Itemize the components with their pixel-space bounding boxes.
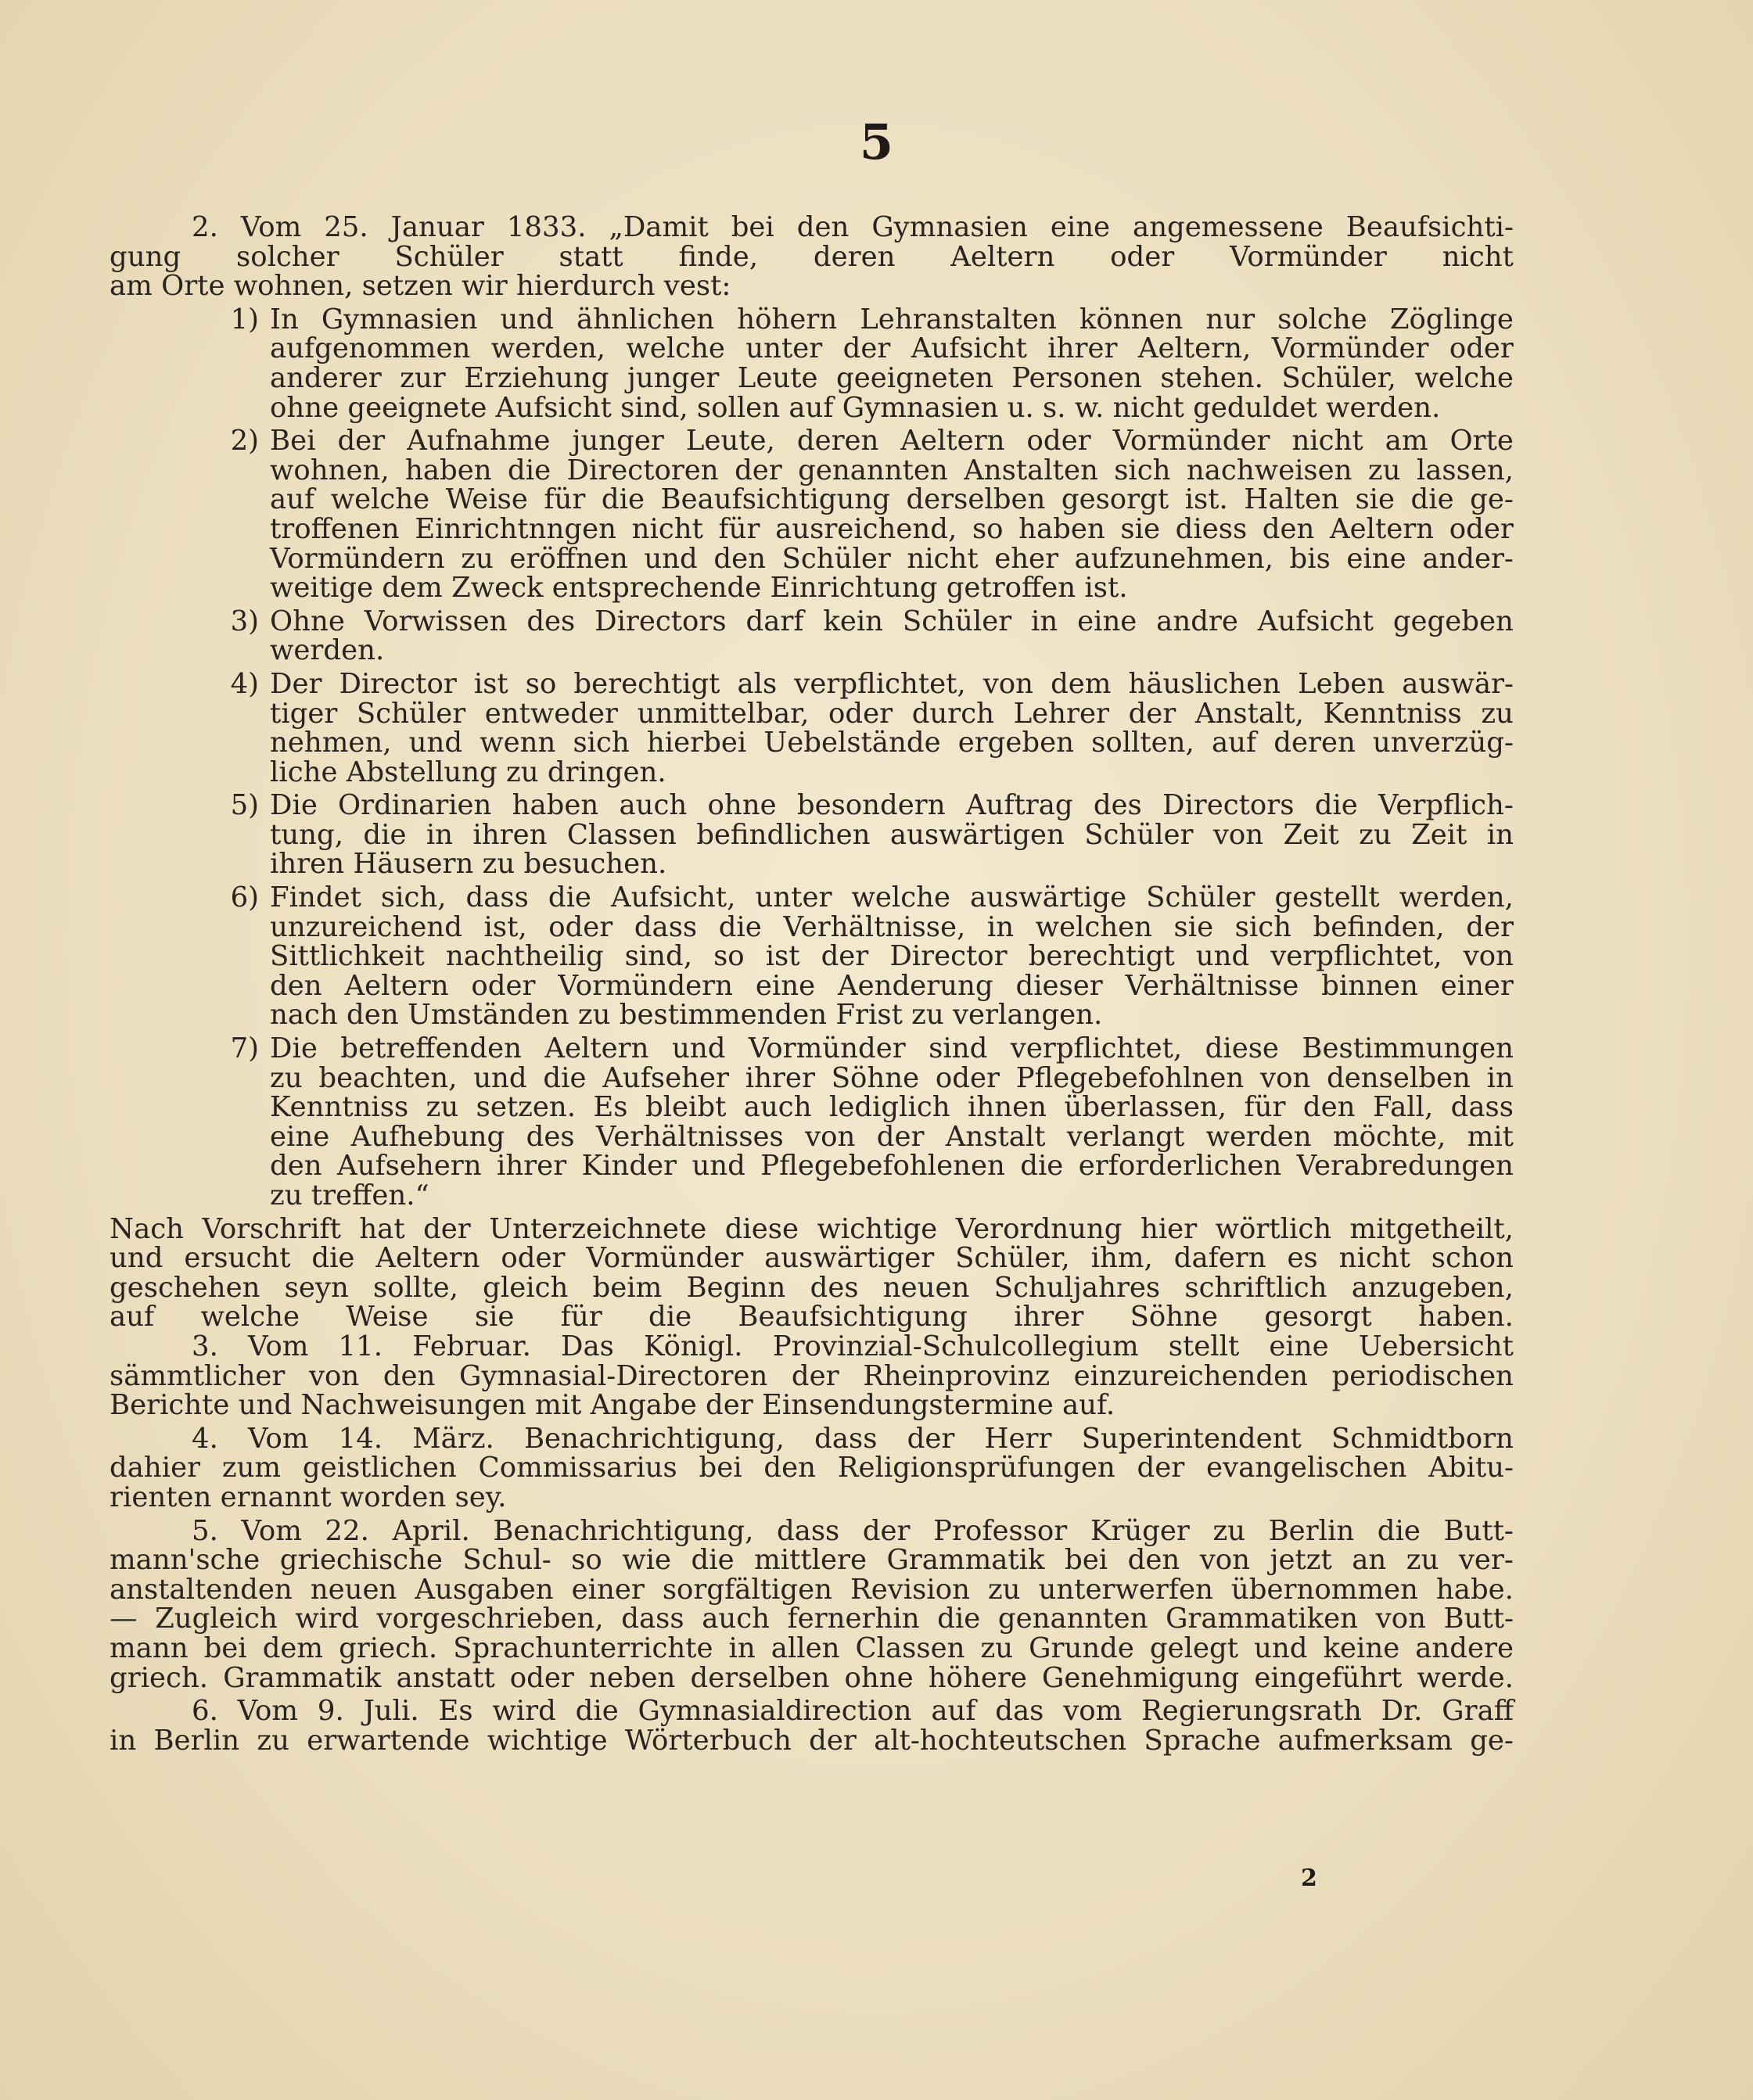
text-line: mann bei dem griech. Sprachunterrichte in allen Classen zu Grunde gelegt und keine andere	[110, 1632, 1514, 1664]
ordinance-item	[110, 426, 1514, 603]
text-line: Die betreffenden Aeltern und Vormünder sind verpflichtet, diese Bestimmungen	[270, 1032, 1514, 1065]
item-text	[270, 426, 1514, 603]
section-3-paragraph	[110, 1332, 1514, 1420]
text-line: in Berlin zu erwartende wichtige Wörterbuch der alt-hochteutschen Sprache aufmerksam ge-	[110, 1724, 1514, 1757]
text-line: Nach Vorschrift hat der Unterzeichnete diese wichtige Verordnung hier wörtlich mitgetheilt,	[110, 1212, 1514, 1245]
text-line: geschehen seyn sollte, gleich beim Beginn des neuen Schuljahres schriftlich anzugeben,	[110, 1271, 1514, 1304]
text-line: Sittlichkeit nachtheilig sind, so ist der Director berechtigt und verpflichtet, von	[270, 940, 1514, 973]
section-4-paragraph	[110, 1424, 1514, 1513]
ordinance-item	[110, 791, 1514, 879]
text-line: rienten ernannt worden sey.	[110, 1481, 507, 1513]
text-line: mann'sche griechische Schul- so wie die mittlere Grammatik bei den von jetzt an zu ver-	[110, 1544, 1514, 1577]
text-line: wohnen, haben die Directoren der genannten Anstalten sich nachweisen zu lassen,	[270, 454, 1514, 486]
text-line: den Aeltern oder Vormündern eine Aenderung dieser Verhältnisse binnen einer	[270, 969, 1514, 1002]
item-text	[270, 305, 1514, 422]
document-body	[110, 213, 1514, 1755]
text-line: Kenntniss zu setzen. Es bleibt auch lediglich ihnen überlassen, für den Fall, dass	[270, 1091, 1514, 1124]
text-line: auf welche Weise für die Beaufsichtigung derselben gesorgt ist. Halten sie die ge-	[270, 483, 1514, 516]
text-line: Findet sich, dass die Aufsicht, unter welche auswärtige Schüler gestellt werden,	[270, 881, 1514, 914]
text-line: 2. Vom 25. Januar 1833. „Damit bei den Gymnasien eine angemessene Beaufsichti-	[192, 211, 1514, 243]
item-number: 4)	[230, 667, 259, 700]
item-number: 1)	[230, 303, 259, 336]
text-line: am Orte wohnen, setzen wir hierdurch vest:	[110, 270, 731, 303]
item-text	[270, 883, 1514, 1030]
text-line: Die Ordinarien haben auch ohne besondern Auftrag des Directors die Verpflich-	[270, 789, 1514, 822]
text-line: ohne geeignete Aufsicht sind, sollen auf Gymnasien u. s. w. nicht geduldet werden.	[270, 391, 1441, 424]
text-line: tiger Schüler entweder unmittelbar, oder durch Lehrer der Anstalt, Kenntniss zu	[270, 697, 1514, 730]
text-line: und ersucht die Aeltern oder Vormünder auswärtiger Schüler, ihm, dafern es nicht schon	[110, 1242, 1514, 1275]
item-number: 3)	[230, 605, 259, 637]
text-line: aufgenommen werden, welche unter der Aufsicht ihrer Aeltern, Vormünder oder	[270, 332, 1514, 365]
text-line: anderer zur Erziehung junger Leute geeigneten Personen stehen. Schüler, welche	[270, 361, 1514, 394]
ordinance-item	[110, 1034, 1514, 1211]
text-line: gung solcher Schüler statt finde, deren Aeltern oder Vormünder nicht	[110, 240, 1514, 273]
text-line: eine Aufhebung des Verhältnisses von der Anstalt verlangt werden möchte, mit	[270, 1120, 1514, 1153]
item-number: 5)	[230, 789, 259, 822]
text-line: griech. Grammatik anstatt oder neben derselben ohne höhere Genehmigung eingeführt werde.	[110, 1661, 1514, 1694]
ordinance-item	[110, 607, 1514, 666]
section-6-paragraph	[110, 1696, 1514, 1755]
item-number: 7)	[230, 1032, 259, 1065]
ordinance-item	[110, 305, 1514, 422]
text-line: zu treffen.“	[270, 1179, 429, 1212]
text-line: sämmtlicher von den Gymnasial-Directoren der Rheinprovinz einzureichenden periodischen	[110, 1359, 1514, 1392]
text-line: 3. Vom 11. Februar. Das Königl. Provinzial-Schulcollegium stellt eine Uebersicht	[192, 1330, 1514, 1362]
text-line: den Aufsehern ihrer Kinder und Pflegebefohlenen die erforderlichen Verabredungen	[270, 1150, 1514, 1183]
section-2-paragraph	[110, 213, 1514, 301]
text-line: auf welche Weise sie für die Beaufsichtigung ihrer Söhne gesorgt haben.	[110, 1301, 1514, 1334]
text-line: troffenen Einrichtnngen nicht für ausreichend, so haben sie diess den Aeltern oder	[270, 512, 1514, 545]
text-line: In Gymnasien und ähnlichen höhern Lehranstalten können nur solche Zöglinge	[270, 303, 1514, 336]
text-line: 6. Vom 9. Juli. Es wird die Gymnasialdirection auf das vom Regierungsrath Dr. Graff	[192, 1695, 1514, 1728]
text-line: Bei der Aufnahme junger Leute, deren Aeltern oder Vormünder nicht am Orte	[270, 425, 1514, 458]
text-line: 4. Vom 14. März. Benachrichtigung, dass der Herr Superintendent Schmidtborn	[192, 1422, 1514, 1455]
note-paragraph	[110, 1212, 1514, 1334]
item-text	[270, 607, 1514, 666]
text-line: dahier zum geistlichen Commissarius bei den Religionsprüfungen der evangelischen Abitu-	[110, 1452, 1514, 1484]
item-text	[270, 669, 1514, 787]
ordinance-item	[110, 669, 1514, 787]
text-line: nehmen, und wenn sich hierbei Uebelstände ergeben sollten, auf deren unverzüg-	[270, 727, 1514, 759]
text-line: anstaltenden neuen Ausgaben einer sorgfältigen Revision zu unterwerfen übernommen habe.	[110, 1573, 1514, 1606]
text-line: tung, die in ihren Classen befindlichen auswärtigen Schüler von Zeit zu Zeit in	[270, 818, 1514, 851]
text-line: liche Abstellung zu dringen.	[270, 756, 666, 788]
text-line: Berichte und Nachweisungen mit Angabe der Einsendungstermine auf.	[110, 1389, 1115, 1422]
item-text	[270, 791, 1514, 879]
text-line: Der Director ist so berechtigt als verpflichtet, von dem häuslichen Leben auswär-	[270, 667, 1514, 700]
item-number: 6)	[230, 881, 259, 914]
ordinance-items-list	[110, 305, 1514, 1215]
text-line: werden.	[270, 634, 385, 667]
item-text	[270, 1034, 1514, 1211]
ordinance-item	[110, 883, 1514, 1030]
page-number: 5	[859, 113, 894, 171]
text-line: ihren Häusern zu besuchen.	[270, 848, 667, 881]
text-line: 5. Vom 22. April. Benachrichtigung, dass der Professor Krüger zu Berlin die Butt-	[192, 1514, 1514, 1547]
signature-mark: 2	[1301, 1865, 1317, 1892]
text-line: — Zugleich wird vorgeschrieben, dass auch fernerhin die genannten Grammatiken von Butt-	[110, 1603, 1514, 1635]
text-line: Ohne Vorwissen des Directors darf kein Schüler in eine andre Aufsicht gegeben	[270, 605, 1514, 637]
text-line: unzureichend ist, oder dass die Verhältnisse, in welchen sie sich befinden, der	[270, 910, 1514, 943]
section-5-paragraph	[110, 1514, 1514, 1694]
item-number: 2)	[230, 425, 259, 458]
text-line: Vormündern zu eröffnen und den Schüler nicht eher aufzunehmen, bis eine ander-	[270, 542, 1514, 575]
text-line: zu beachten, und die Aufseher ihrer Söhne oder Pflegebefohlnen von denselben in	[270, 1061, 1514, 1094]
text-line: weitige dem Zweck entsprechende Einrichtung getroffen ist.	[270, 572, 1128, 605]
text-line: nach den Umständen zu bestimmenden Frist zu verlangen.	[270, 999, 1103, 1032]
